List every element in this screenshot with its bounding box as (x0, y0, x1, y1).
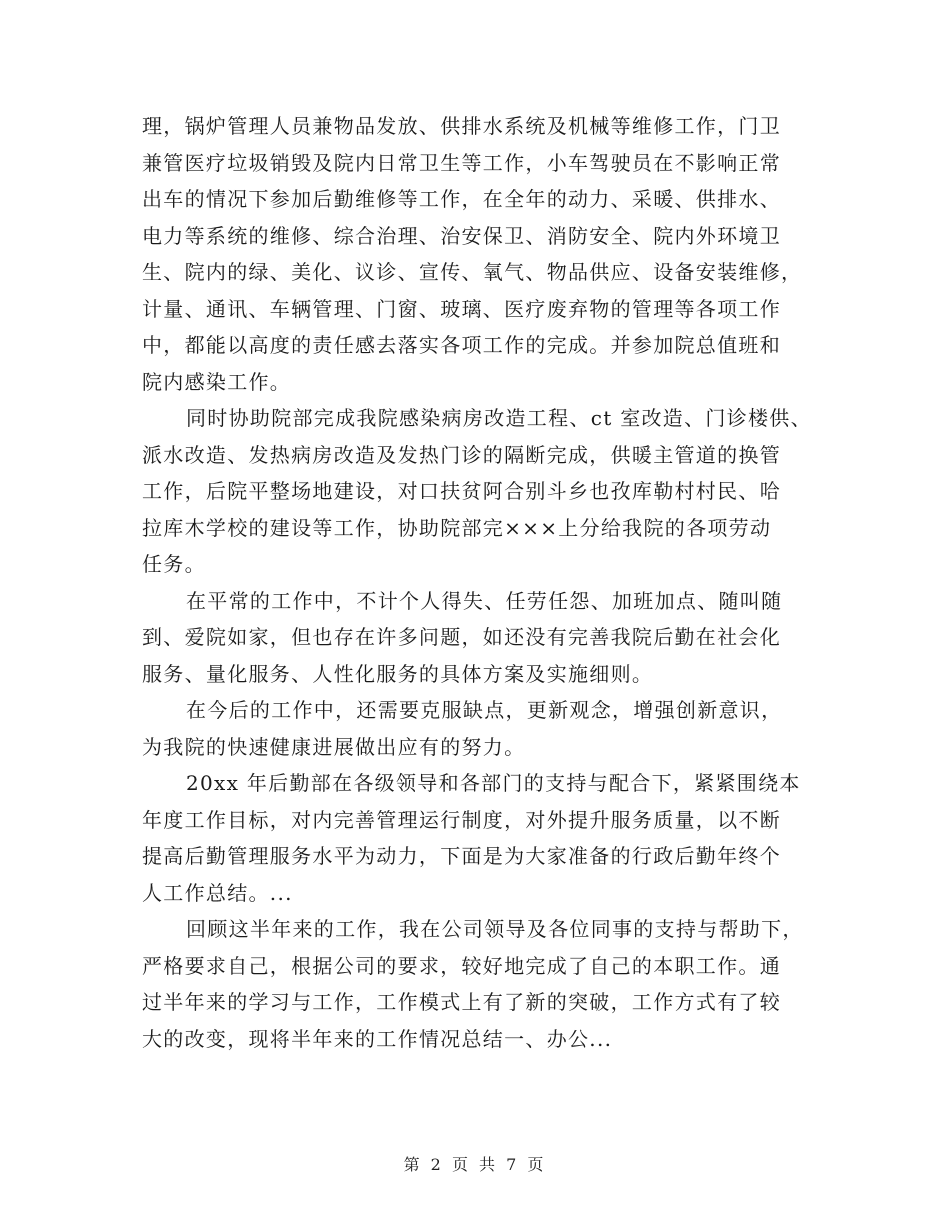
text-line: 电力等系统的维修、综合治理、治安保卫、消防安全、院内外环境卫 (142, 223, 781, 248)
text-line: 服务、量化服务、人性化服务的具体方案及实施细则。 (142, 661, 654, 686)
text-line: 拉库木学校的建设等工作，协助院部完×××上分给我院的各项劳动 (142, 515, 772, 540)
document-body (142, 108, 832, 1057)
text-line: 院内感染工作。 (142, 369, 292, 394)
text-line: 中，都能以高度的责任感去落实各项工作的完成。并参加院总值班和 (142, 333, 781, 357)
text-line: 兼管医疗垃圾销毁及院内日常卫生等工作，小车驾驶员在不影响正常 (142, 150, 781, 175)
text-line: 人工作总结。... (142, 880, 293, 905)
text-line: 20xx 年后勤部在各级领导和各部门的支持与配合下，紧紧围绕本 (186, 771, 801, 795)
text-line: 提高后勤管理服务水平为动力，下面是为大家准备的行政后勤年终个 (142, 844, 781, 868)
text-line: 同时协助院部完成我院感染病房改造工程、ct 室改造、门诊楼供、 (186, 406, 812, 430)
text-line: 过半年来的学习与工作，工作模式上有了新的突破，工作方式有了较 (142, 990, 781, 1014)
text-line: 计量、通讯、车辆管理、门窗、玻璃、医疗废弃物的管理等各项工作 (142, 296, 781, 321)
paragraph (142, 911, 832, 1057)
text-line: 任务。 (142, 552, 206, 576)
text-line: 理，锅炉管理人员兼物品发放、供排水系统及机械等维修工作，门卫 (142, 114, 781, 138)
text-line: 在今后的工作中，还需要克服缺点，更新观念，增强创新意识， (186, 698, 783, 722)
text-line: 为我院的快速健康进展做出应有的努力。 (142, 734, 526, 759)
paragraph (142, 400, 832, 583)
text-line: 严格要求自己，根据公司的要求，较好地完成了自己的本职工作。通 (142, 953, 781, 978)
text-line: 在平常的工作中，不计个人得失、任劳任怨、加班加点、随叫随 (186, 588, 783, 613)
text-line: 到、爱院如家，但也存在许多问题，如还没有完善我院后勤在社会化 (142, 625, 781, 649)
paragraph (142, 765, 832, 911)
text-line: 生、院内的绿、美化、议诊、宣传、氧气、物品供应、设备安装维修， (142, 260, 803, 284)
text-line: 年度工作目标，对内完善管理运行制度，对外提升服务质量，以不断 (142, 807, 781, 832)
paragraph (142, 583, 832, 693)
text-line: 回顾这半年来的工作，我在公司领导及各位同事的支持与帮助下， (186, 917, 804, 941)
text-line: 出车的情况下参加后勤维修等工作，在全年的动力、采暖、供排水、 (142, 187, 781, 211)
text-line: 工作，后院平整场地建设，对口扶贫阿合别斗乡也孜库勒村村民、哈 (142, 479, 781, 503)
text-line: 大的改变，现将半年来的工作情况总结一、办公... (142, 1026, 613, 1051)
page-footer: 第 2 页 共 7 页 (403, 1155, 547, 1174)
paragraph (142, 108, 832, 400)
text-line: 派水改造、发热病房改造及发热门诊的隔断完成，供暖主管道的换管 (142, 442, 781, 467)
paragraph (142, 692, 832, 765)
